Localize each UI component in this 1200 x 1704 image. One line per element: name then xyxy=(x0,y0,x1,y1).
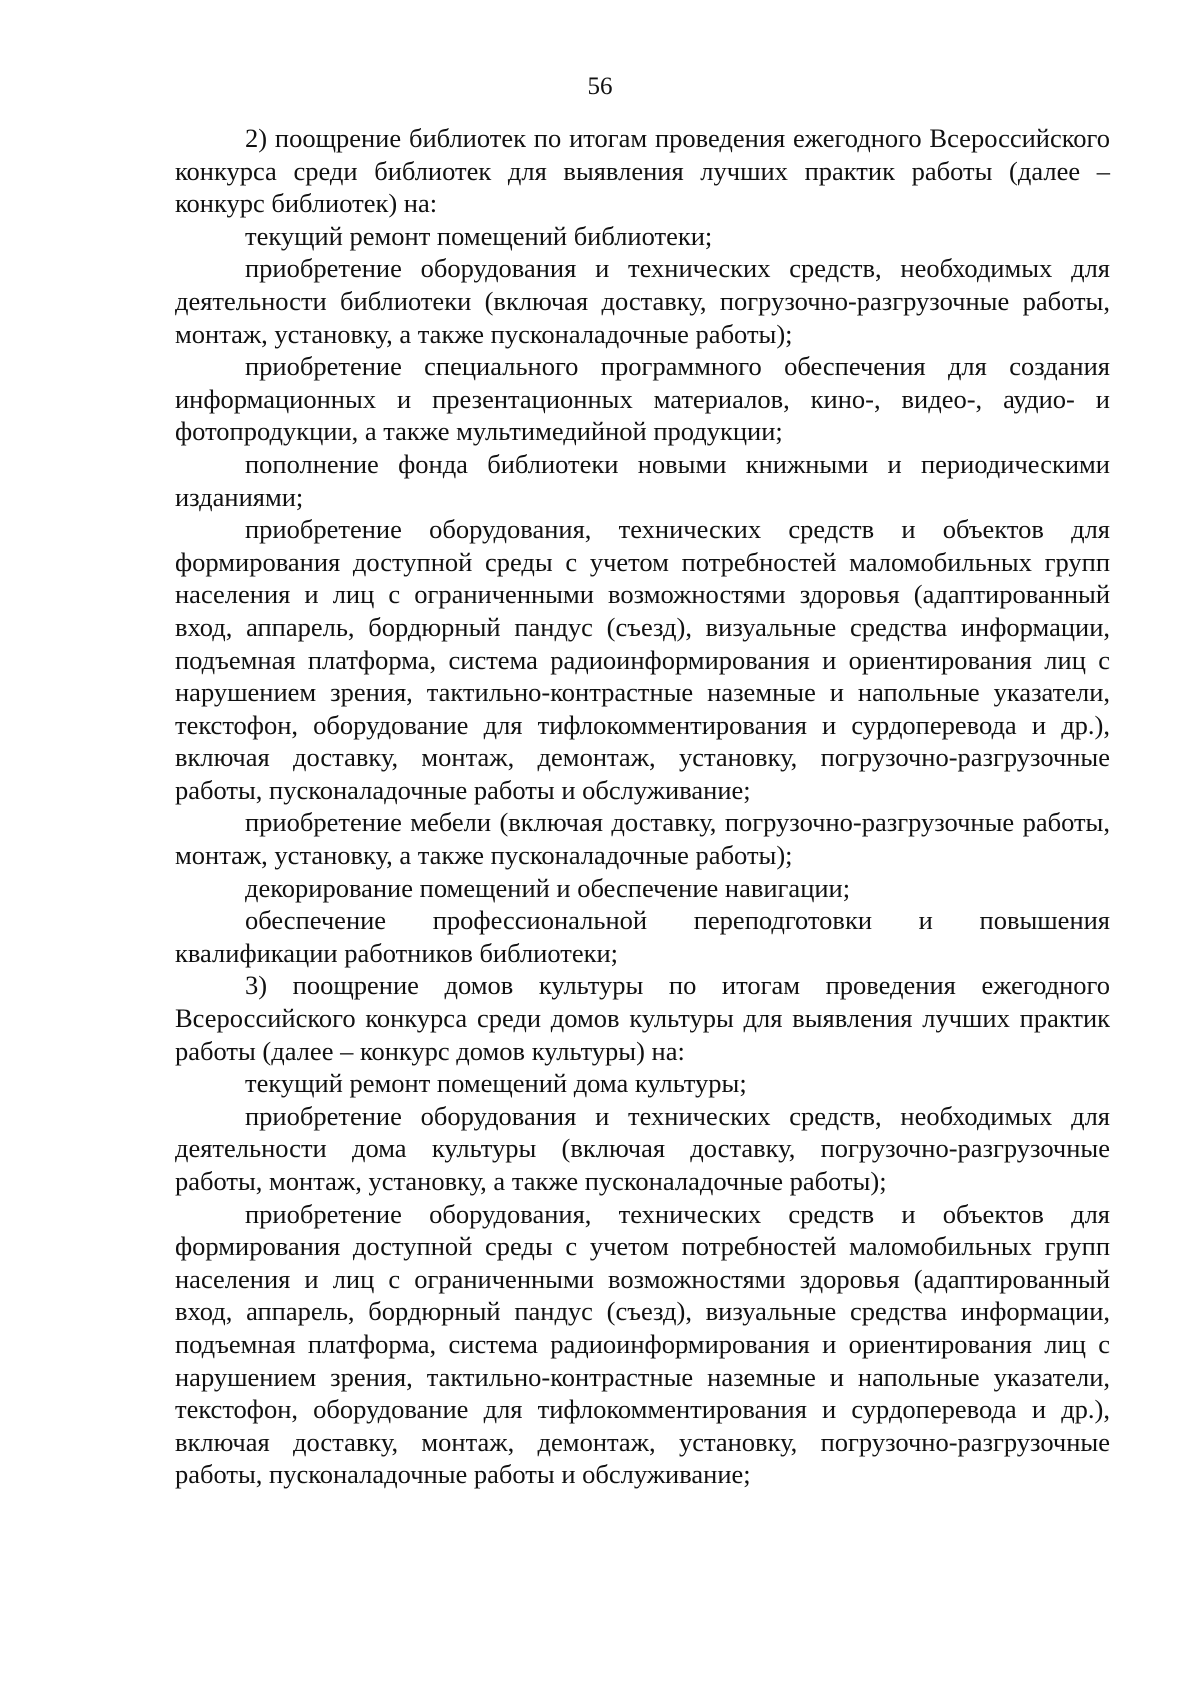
page-number: 56 xyxy=(587,73,613,100)
paragraph-software: приобретение специального программного обеспечения для создания информационных и презентационных материалов, кино-, видео-, аудио- и фотопродукции, а также мультимедийной продукции; xyxy=(175,351,1110,447)
paragraph-furniture: приобретение мебели (включая доставку, погрузочно-разгрузочные работы, монтаж, установку, а также пусконаладочные работы); xyxy=(175,807,1110,871)
paragraph-book-fund: пополнение фонда библиотеки новыми книжными и периодическими изданиями; xyxy=(175,448,1110,512)
paragraph-equipment-library: приобретение оборудования и технических средств, необходимых для деятельности библиотеки (включая доставку, погрузочно-разгрузочные работы, монтаж, установку, а также пусконаладочные работы); xyxy=(175,253,1110,349)
document-body xyxy=(175,122,1110,1491)
paragraph-equipment-culture-house: приобретение оборудования и технических средств, необходимых для деятельности дома культуры (включая доставку, погрузочно-разгрузочные работы, монтаж, установку, а также пусконаладочные работы); xyxy=(175,1100,1110,1196)
paragraph-accessible-environment-library: приобретение оборудования, технических средств и объектов для формирования доступной среды с учетом потребностей маломобильных групп населения и лиц с ограниченными возможностями здоровья (адаптированный вход, аппарель, бордюрный пандус (съезд), визуальные средства информации, подъемная платформа, система радиоинформирования и ориентирования лиц с нарушением зрения, тактильно-контрастные наземные и напольные указатели, текстофон, оборудование для тифлокомментирования и сурдоперевода и др.), включая доставку, монтаж, демонтаж, установку, погрузочно-разгрузочные работы, пусконаладочные работы и обслуживание; xyxy=(175,514,1110,805)
paragraph-current-repair-library: текущий ремонт помещений библиотеки; xyxy=(245,220,713,251)
paragraph-decoration: декорирование помещений и обеспечение навигации; xyxy=(245,872,851,903)
paragraph-training: обеспечение профессиональной переподготовки и повышения квалификации работников библиотеки; xyxy=(175,905,1110,968)
paragraph-current-repair-culture-house: текущий ремонт помещений дома культуры; xyxy=(245,1068,747,1099)
paragraph-item-3: 3) поощрение домов культуры по итогам проведения ежегодного Всероссийского конкурса среди домов культуры для выявления лучших практик работы (далее – конкурс домов культуры) на: xyxy=(175,970,1110,1066)
paragraph-accessible-environment-culture-house: приобретение оборудования, технических средств и объектов для формирования доступной среды с учетом потребностей маломобильных групп населения и лиц с ограниченными возможностями здоровья (адаптированный вход, аппарель, бордюрный пандус (съезд), визуальные средства информации, подъемная платформа, система радиоинформирования и ориентирования лиц с нарушением зрения, тактильно-контрастные наземные и напольные указатели, текстофон, оборудование для тифлокомментирования и сурдоперевода и др.), включая доставку, монтаж, демонтаж, установку, погрузочно-разгрузочные работы, пусконаладочные работы и обслуживание; xyxy=(175,1198,1110,1490)
paragraph-item-2: 2) поощрение библиотек по итогам проведения ежегодного Всероссийского конкурса среди библиотек для выявления лучших практик работы (далее – конкурс библиотек) на: xyxy=(175,123,1110,219)
